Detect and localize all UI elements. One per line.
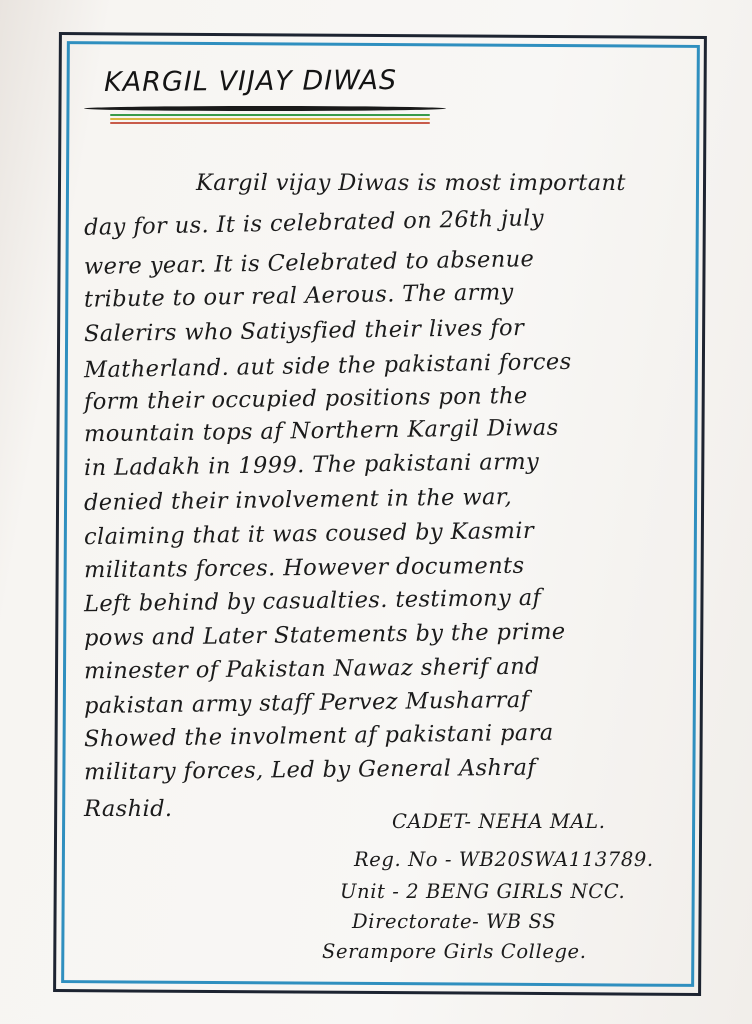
page-title: KARGIL VIJAY DIWAS <box>103 64 398 99</box>
essay-line: minester of Pakistan Nawaz sherif and <box>83 653 540 685</box>
cadet-name: CADET- NEHA MAL. <box>392 810 606 833</box>
essay-line: Left behind by casualties. testimony af <box>83 584 542 618</box>
essay-line: militants forces. However documents <box>83 552 525 584</box>
essay-line: denied their involvement in the war, <box>83 484 513 516</box>
title-underline-red <box>110 122 430 124</box>
essay-line: military forces, Led by General Ashraf <box>83 754 537 786</box>
essay-line: form their occupied positions pon the <box>83 382 528 416</box>
title-underline-yellow <box>110 118 430 120</box>
unit-name: Unit - 2 BENG GIRLS NCC. <box>340 880 626 903</box>
essay-line: Showed the involment af pakistani para <box>83 719 554 753</box>
registration-number: Reg. No - WB20SWA113789. <box>354 848 654 871</box>
college-name: Serampore Girls College. <box>322 940 587 963</box>
directorate-name: Directorate- WB SS <box>352 910 557 933</box>
essay-line: mountain tops af Northern Kargil Diwas <box>83 414 559 448</box>
title-underline-black <box>84 106 446 111</box>
essay-line: Rashid. <box>84 796 173 822</box>
essay-line: day for us. It is celebrated on 26th july <box>83 205 545 241</box>
essay-line: claiming that it was coused by Kasmir <box>83 517 535 551</box>
essay-line: pows and Later Statements by the prime <box>83 618 566 652</box>
essay-line: were year. It is Celebrated to absenue <box>83 246 535 280</box>
title-underline-green <box>110 114 430 116</box>
essay-line: Matherland. aut side the pakistani forces <box>83 348 572 384</box>
essay-line: Salerirs who Satiysfied their lives for <box>83 314 525 348</box>
essay-line: in Ladakh in 1999. The pakistani army <box>83 448 540 482</box>
essay-line: pakistan army staff Pervez Musharraf <box>83 686 530 720</box>
essay-line: tribute to our real Aerous. The army <box>83 279 514 313</box>
essay-line: Kargil vijay Diwas is most important <box>196 170 626 196</box>
